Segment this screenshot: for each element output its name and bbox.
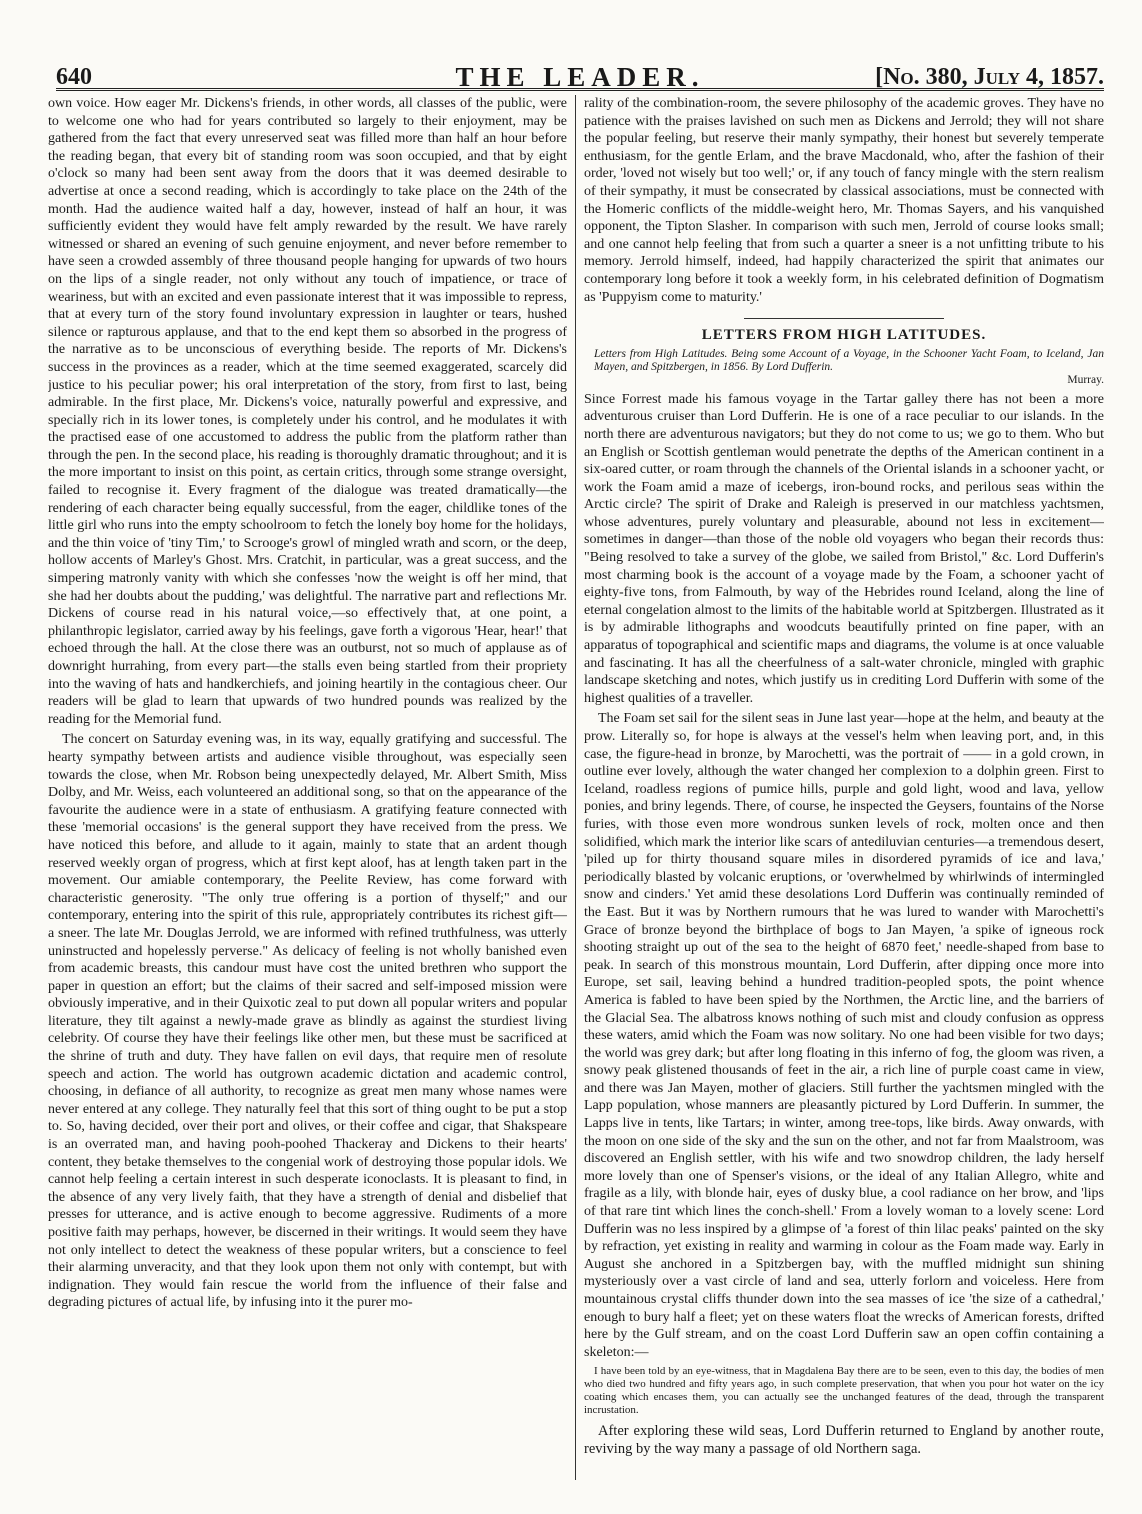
section-divider bbox=[744, 318, 944, 319]
right-column bbox=[584, 95, 1104, 1480]
review-paragraph: After exploring these wild seas, Lord Dufferin returned to England by another route, reviving by the way many a passage of old Northern saga. bbox=[584, 1423, 1104, 1457]
review-subtitle bbox=[584, 348, 1104, 387]
issue-info: [No. 380, July 4, 1857. bbox=[875, 64, 1104, 90]
masthead-title: THE LEADER. bbox=[455, 62, 705, 92]
article-paragraph: own voice. How eager Mr. Dickens's friends, in other words, all classes of the public, were to welcome one who had for years contributed so largely to their enjoyment, may be gathered from the fact that every unreserved seat was filled more than half an hour before the reading began, that every bit of standing room was soon occupied, and that by eight o'clock so many had been sent away from the doors that it was deemed desirable to advertise at once a second reading, which is accordingly to take place on the 24th of the month. Had the audience waited half a day, however, instead of half an hour, it was sufficiently evident they would have felt amply rewarded by the result. We have rarely witnessed or shared an evening of such genuine enjoyment, and never before remember to have seen a crowded assembly of three thousand people hanging for upwards of two hours on the lips of a single reader, not only without any touch of impatience, or trace of weariness, but with an excited and even passionate interest that it was impossible to repress, that at every turn of the story found involuntary expression in laughter or tears, hushed silence or rapturous applause, and that to the end kept them so absorbed in the progress of the narrative as to be unconscious of everything beside. The reports of Mr. Dickens's success in the provinces as a reader, which at the time seemed exaggerated, scarcely did justice to his peculiar power; his oral interpretation of the story, from first to last, being admirable. In the first place, Mr. Dickens's voice, naturally powerful and expressive, and specially rich in its lower tones, is completely under his control, and he modulates it with the practised ease of one accustomed to address the public from the platform rather than through the pen. In the second place, his reading is thoroughly dramatic throughout; and it is the more important to insist on this point, as certain critics, through some strange oversight, failed to recognise it. Every fragment of the dialogue was treated dramatically—the rendering of each character being equally successful, from the eager, childlike tones of the little girl who runs into the empty schoolroom to fetch the lonely boy home for the holidays, and the thin voice of 'tiny Tim,' to Scrooge's growl of mingled wrath and scorn, or the deep, hollow accents of Marley's Ghost. Mrs. Cratchit, in particular, was a great success, and the simpering matronly vanity with which she confesses 'now the weight is off her mind, that she had her doubts about the pudding,' was delightful. The narrative part and reflections Mr. Dickens of course read in his natural voice,—so effectively that, at one point, a philanthropic legislator, carried away by his feelings, gave forth a vigorous 'Hear, hear!' that echoed through the hall. At the close there was an outburst, not so much of applause as of downright hurrahing, from every part—the stalls even being startled from their propriety into the waving of hats and handkerchiefs, and joining heartily in the contagious cheer. Our readers will be glad to learn that upwards of two hundred pounds was realized by the reading for the Memorial fund. bbox=[48, 96, 567, 727]
article-paragraph: rality of the combination-room, the severe philosophy of the academic groves. They have no patience with the praises lavished on such men as Dickens and Jerrold; they will not share the popular feeling, but reserve their manly sympathy, their honest but severely temperate enthusiasm, for the gentle Erlam, and the brave Macdonald, who, after the fashion of their order, 'loved not wisely but too well;' or, if any touch of fancy mingle with the stern realism of their sympathy, it must be consecrated by classical associations, must be connected with the Homeric conflicts of the middle-weight hero, Mr. Thomas Sayers, and his vanquished opponent, the Tipton Slasher. In comparison with such men, Jerrold of course looks small; and one cannot help feeling that from such a quarter a sneer is a not unfitting tribute to his memory. Jerrold himself, indeed, had happily characterized the spirit that animates our contemporary long before it took a weekly form, in his celebrated definition of Dogmatism as 'Puppyism come to maturity.' bbox=[584, 96, 1104, 305]
left-column bbox=[48, 95, 567, 1480]
article-paragraph: The concert on Saturday evening was, in its way, equally gratifying and successful. The hearty sympathy between artists and audience visible throughout, was especially seen towards the close, when Mr. Robson being unexpectedly delayed, Mr. Albert Smith, Miss Dolby, and Mr. Weiss, each volunteered an additional song, so that on the appearance of the favourite the audience were in a state of enthusiasm. A gratifying feature connected with these 'memorial occasions' is the general support they have received from the press. We have noticed this before, and allude to it again, mainly to state that an ardent though reserved weekly organ of progress, which at first kept aloof, has at length taken part in the movement. Our amiable contemporary, the Peelite Review, has come forward with characteristic generosity. "The only true offering is a portion of thyself;" and our contemporary, entering into the spirit of this rule, appropriately contributes its richest gift—a sneer. The late Mr. Douglas Jerrold, we are informed with refined truthfulness, was utterly uninstructed and hopelessly perverse." As delicacy of feeling is not wholly banished even from academic breasts, this candour must have cost the united brethren who support the paper in question an effort; but the claims of their sacred and self-imposed mission were obviously imperative, and in their Quixotic zeal to put down all popular writers and popular literature, they tilt against a newly-made grave as blindly as against the sturdiest living celebrity. Of course they have their feelings like other men, but these must be sacrificed at the shrine of truth and duty. They have fallen on evil days, that require men of resolute speech and action. The world has outgrown academic dictation and academic control, choosing, in defiance of all authority, to recognize as great men many whose names were never entered at any college. They naturally feel that this sort of thing ought to be put a stop to. So, having decided, over their port and olives, or their coffee and cigar, that Shakspeare is an overrated man, and having pooh-poohed Thackeray and Dickens to their hearts' content, they betake themselves to the congenial work of destroying those popular idols. We cannot help feeling a certain interest in such desperate iconoclasts. It is pleasant to find, in the absence of any very lively faith, that they have a strength of denial and disbelief that presses for utterance, and is active enough to become aggressive. Rudiments of a more positive faith may perhaps, however, be discerned in their writings. It would seem they have not only intellect to detect the weakness of these popular writers, but a conscience to feel their alarming unveracity, and that they look upon them not only with contempt, but with indignation. They would fain rescue the world from the influence of their false and degrading pictures of actual life, by infusing into it the purer mo- bbox=[48, 732, 567, 1311]
review-heading: LETTERS FROM HIGH LATITUDES. bbox=[701, 327, 987, 344]
review-subtitle-text: Letters from High Latitudes. Being some Account of a Voyage, in the Schooner Yacht Foam, to Iceland, Jan Mayen, and Spitzbergen, in 1856. By Lord Dufferin. bbox=[594, 347, 1104, 373]
page-number: 640 bbox=[56, 64, 92, 90]
review-publisher: Murray. bbox=[1067, 373, 1104, 386]
review-paragraph: The Foam set sail for the silent seas in June last year—hope at the helm, and beauty at the prow. Literally so, for hope is always at the vessel's helm when leaving port, and, in this case, the figure-head in bronze, by Marochetti, was the portrait of —— in a gold crown, in outline ever lovely, although the water changed her complexion to a dolphin green. First to Iceland, roadless regions of pumice hills, purple and gold light, wood and lava, yellow ponies, and briny legends. There, of course, he inspected the Geysers, fountains of the Norse furies, with those even more wondrous sunken levels of rock, molten once and then solidified, which mark the interior like scars of antediluvian centuries—a tremendous desert, 'piled up for thirty thousand square miles in disordered pyramids of ice and lava,' periodically blasted by volcanic eruptions, or 'overwhelmed by whirlwinds of intermingled snow and cinders.' Yet amid these desolations Lord Dufferin was continually reminded of the East. But it was by Northern rumours that he was lured to wander with Marochetti's Grace of bronze beyond the birthplace of bogs to Jan Mayen, 'a spike of igneous rock shooting straight up out of the sea to the height of 6870 feet,' needle-shaped from base to peak. In search of this monstrous mountain, Lord Dufferin, after dipping once more into Europe, set sail, leaving behind a hundred tradition-peopled spots, the point whence America is fabled to have been spied by the Northmen, the Arctic line, and the barriers of the Glacial Sea. The albatross knows nothing of such mist and cloudy confusion as oppress these waters, amid which the Foam was now solitary. No one had been visible for two days; the world was grey dark; but after long floating in this inferno of fog, the gloom was riven, a snowy peak glistened thousands of feet in the air, a rich line of purple coast came in view, and there was Jan Mayen, mother of glaciers. Still further the yachtsmen mingled with the Lapp population, whose manners are pleasantly pictured by Lord Dufferin. In summer, the Lapps live in tents, like Tartars; in winter, among tree-tops, like birds. Away onwards, with the moon on one side of the sky and the sun on the other, and not far from Maalstroom, was discovered an English settler, with his wife and two snowdrop children, the lady herself more lovely than one of Spenser's visions, or the ideal of any Italian Allegro, white and fragile as a lily, with blonde hair, eyes of dusky blue, a cool radiance on her brow, and 'lips of that rare tint which lines the conch-shell.' From a lovely woman to a lovely scene: Lord Dufferin was no less inspired by a glimpse of 'a forest of thin lilac peaks' painted on the sky by refraction, yet existing in reality and warming in colour as the Foam made way. Early in August she anchored in a Spitzbergen bay, with the muffled midnight sun shining mysteriously over a vast circle of land and sea, utterly forlorn and voiceless. Here from mountainous crystal cliffs thunder down into the sea masses of ice 'the size of a cathedral,' enough to bury half a fleet; yet on these waters float the wrecks of American forests, drifted here by the Gulf stream, and on the coast Lord Dufferin saw an open coffin containing a skeleton:— bbox=[584, 711, 1104, 1360]
page-header bbox=[56, 58, 1104, 91]
block-quote: I have been told by an eye-witness, that in Magdalena Bay there are to be seen, even to this day, the bodies of men who died two hundred and fifty years ago, in such complete preservation, that when you pour hot water on the icy coating which encases them, you can actually see the unchanged features of the dead, through the transparent incrustation. bbox=[584, 1365, 1104, 1417]
review-paragraph: Since Forrest made his famous voyage in the Tartar galley there has not been a more adventurous cruiser than Lord Dufferin. He is one of a race peculiar to our islands. In the north there are adventurous navigators; but they do not come to us; we go to them. Who but an English or Scottish gentleman would penetrate the depths of the American continent in a six-oared cutter, or roam through the channels of the Oriental islands in a schooner yacht, or work the Foam amid a maze of icebergs, iron-bound rocks, and perilous seas within the Arctic circle? The spirit of Drake and Raleigh is preserved in our matchless yachtsmen, whose adventures, purely voluntary and pleasurable, abound not less in excitement—sometimes in danger—than those of the noble old voyagers who began their records thus: "Being resolved to take a survey of the globe, we sailed from Bristol," &c. Lord Dufferin's most charming book is the account of a voyage made by the Foam, a schooner yacht of eighty-five tons, from Falmouth, by way of the Hebrides round Iceland, along the line of eternal congelation almost to the limits of the habitable world at Spitzbergen. Illustrated as it is by admirable lithographs and woodcuts beautifully printed on fine paper, with an apparatus of topographical and scientific maps and diagrams, the volume is at once valuable and fascinating. It has all the cheerfulness of a salt-water chronicle, mingled with graphic landscape sketching and notes, which justify us in crediting Lord Dufferin with some of the highest qualities of a traveller. bbox=[584, 391, 1104, 706]
column-divider bbox=[575, 95, 576, 1480]
